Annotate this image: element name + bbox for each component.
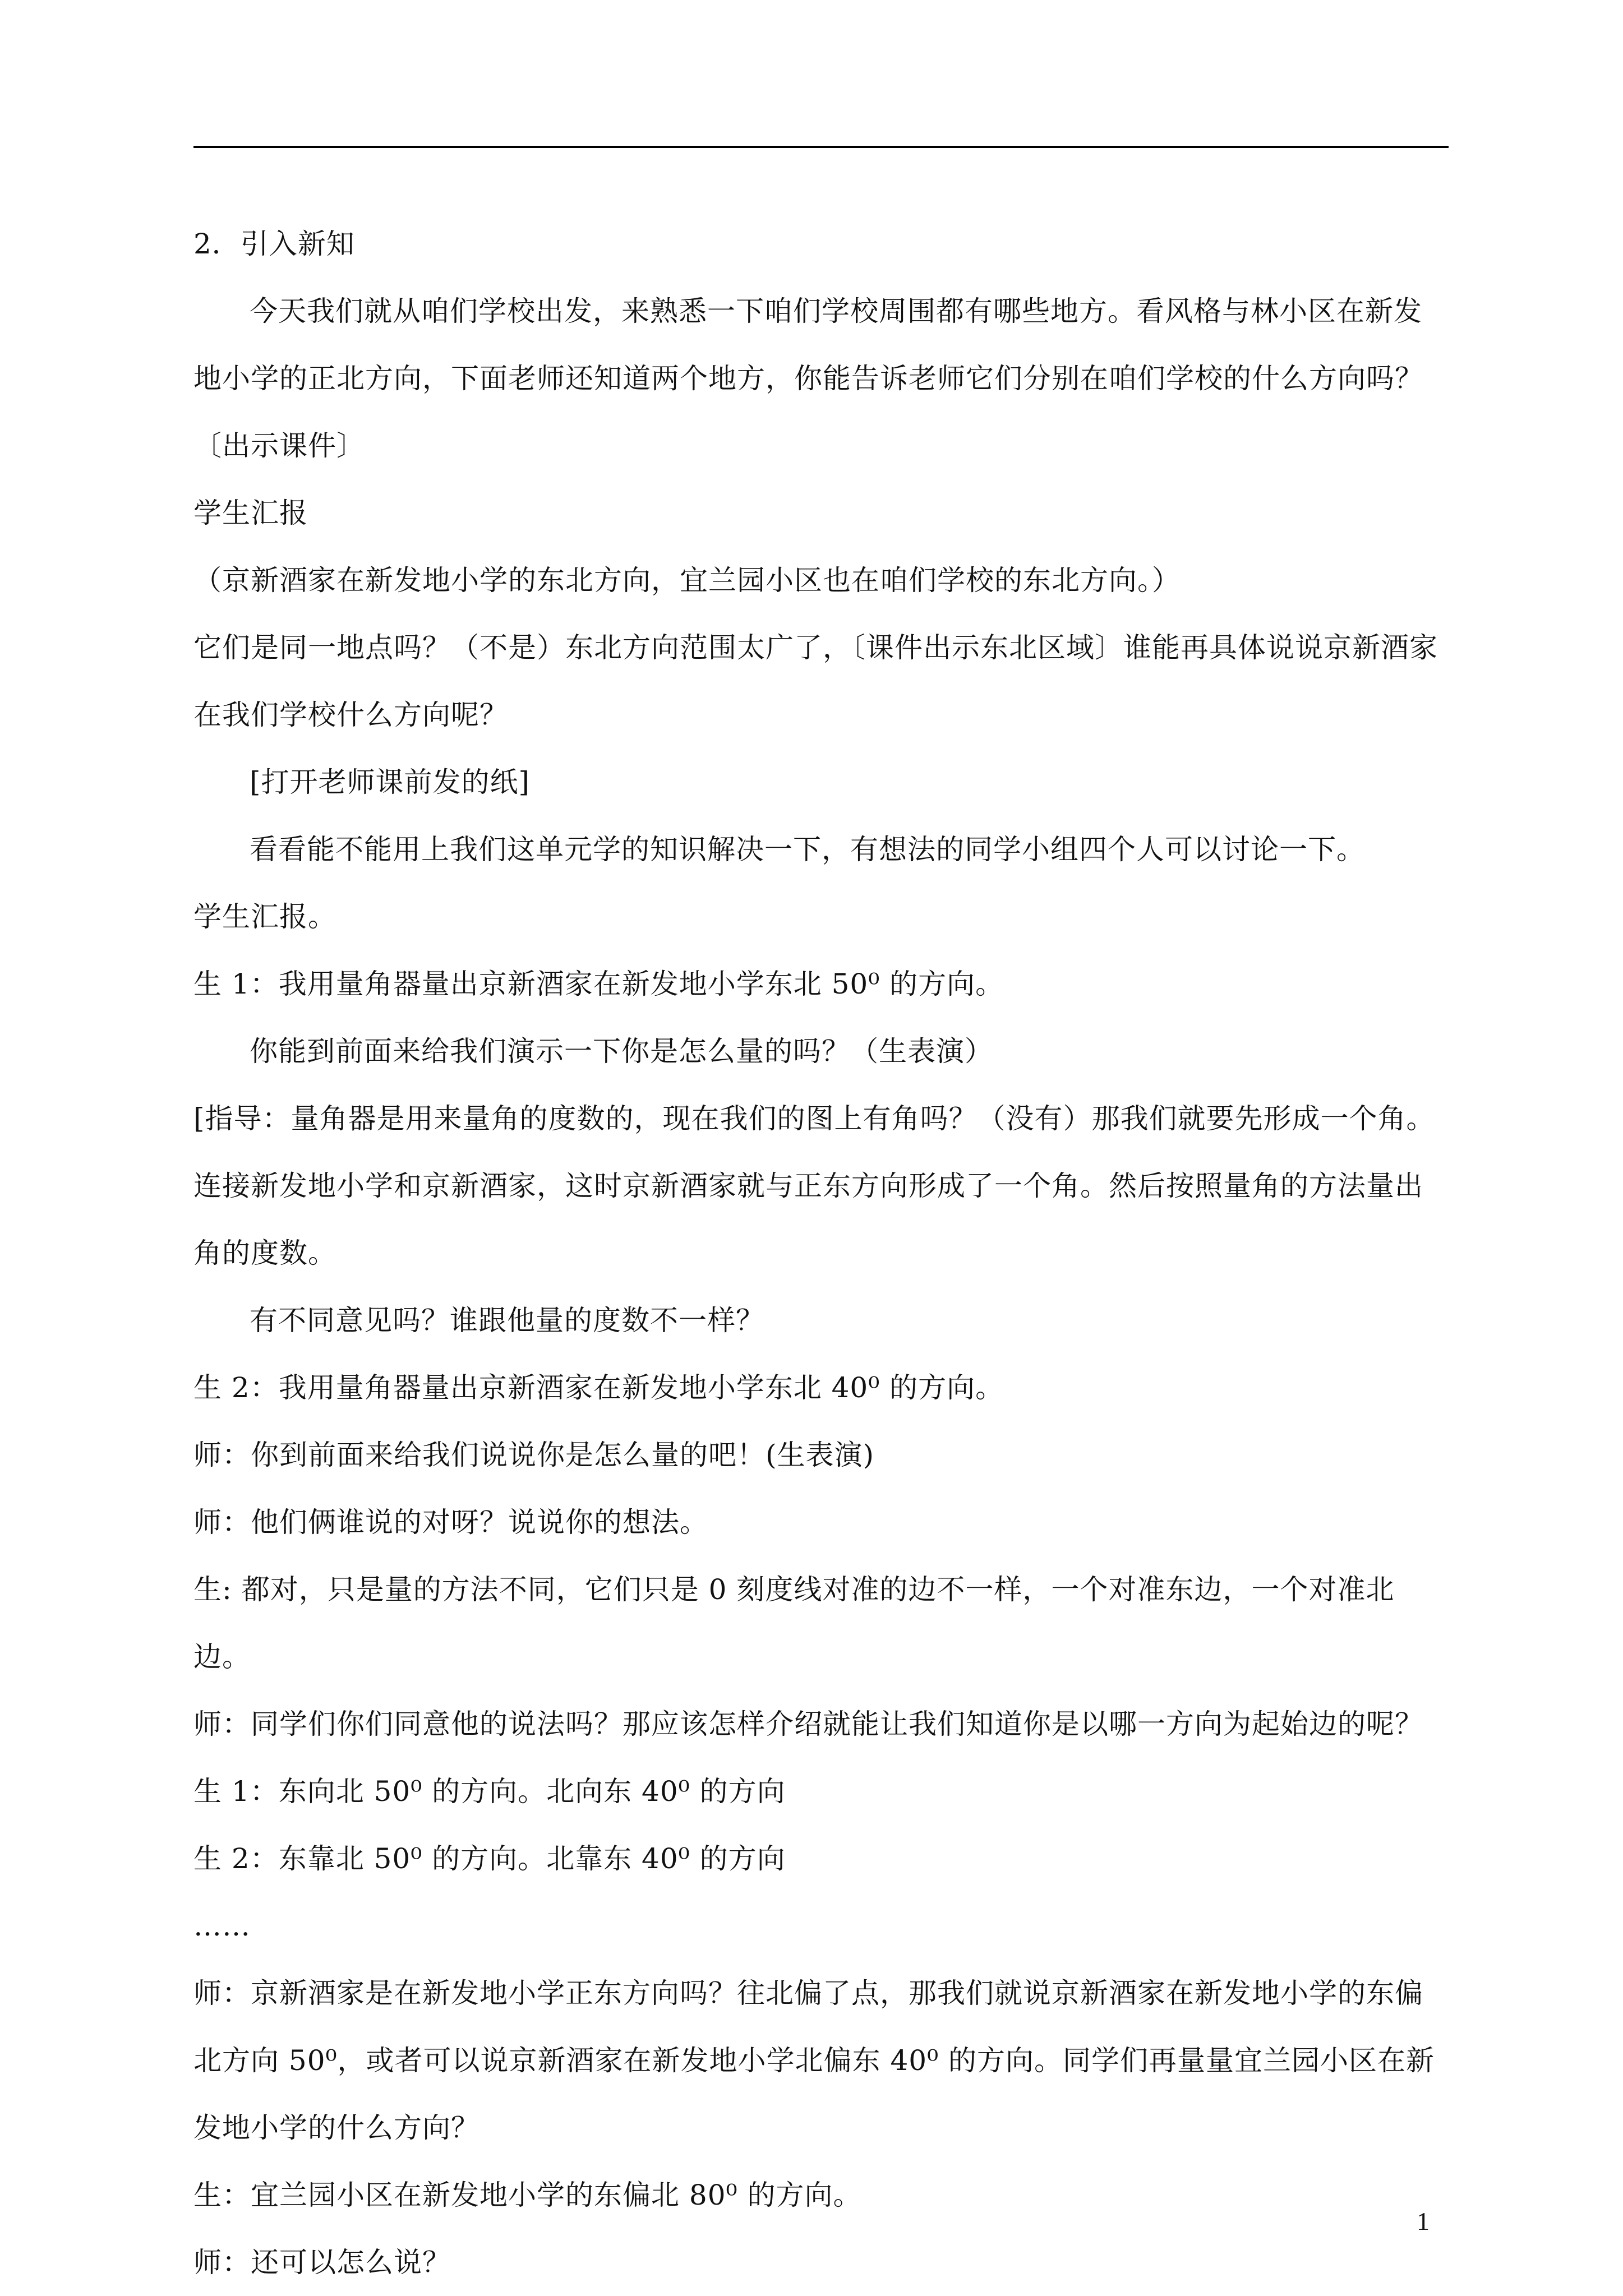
- paragraph: 看看能不能用上我们这单元学的知识解决一下，有想法的同学小组四个人可以讨论一下。: [250, 833, 1365, 866]
- paragraph: 师：他们俩谁说的对呀？说说你的想法。: [193, 1506, 708, 1539]
- page-number: 1: [1417, 2207, 1430, 2235]
- paragraph: 〔出示课件〕: [193, 429, 365, 462]
- paragraph: 生 1：东向北 50⁰ 的方向。北向东 40⁰ 的方向: [193, 1775, 786, 1808]
- paragraph: 生 1：我用量角器量出京新酒家在新发地小学东北 50⁰ 的方向。: [193, 968, 1004, 1000]
- paragraph: 师：京新酒家是在新发地小学正东方向吗？往北偏了点，那我们就说京新酒家在新发地小学的东偏北方向 50⁰，或者可以说京新酒家在新发地小学北偏东 40⁰ 的方向。同学们再量量宜兰园小区在新发地小学的什么方向？: [193, 1977, 1435, 2144]
- ellipsis: ……: [193, 1910, 251, 1942]
- paragraph: 师：你到前面来给我们说说你是怎么量的吧！(生表演): [193, 1439, 875, 1471]
- paragraph: 学生汇报: [193, 497, 308, 529]
- paragraph: 生 2：东靠北 50⁰ 的方向。北靠东 40⁰ 的方向: [193, 1842, 786, 1875]
- paragraph: 生 2：我用量角器量出京新酒家在新发地小学东北 40⁰ 的方向。: [193, 1371, 1004, 1404]
- paragraph: [指导：量角器是用来量角的度数的，现在我们的图上有角吗？（没有）那我们就要先形成一个角。连接新发地小学和京新酒家，这时京新酒家就与正东方向形成了一个角。然后按照量角的方法量出角的度数。: [193, 1102, 1435, 1269]
- paragraph: （京新酒家在新发地小学的东北方向，宜兰园小区也在咱们学校的东北方向。）: [193, 564, 1181, 597]
- paragraph: 今天我们就从咱们学校出发，来熟悉一下咱们学校周围都有哪些地方。看风格与林小区在新发地小学的正北方向，下面老师还知道两个地方，你能告诉老师它们分别在咱们学校的什么方向吗？: [193, 295, 1423, 395]
- paragraph: 师：同学们你们同意他的说法吗？那应该怎样介绍就能让我们知道你是以哪一方向为起始边的呢？: [193, 1708, 1423, 1740]
- paragraph: 有不同意见吗？谁跟他量的度数不一样？: [250, 1304, 764, 1337]
- document-body: [193, 210, 1449, 2296]
- paragraph: [打开老师课前发的纸]: [250, 766, 531, 798]
- paragraph: 学生汇报。: [193, 900, 336, 933]
- section-heading: 2．引入新知: [193, 228, 355, 260]
- paragraph: 生：宜兰园小区在新发地小学的东偏北 80⁰ 的方向。: [193, 2179, 862, 2211]
- paragraph: 师：还可以怎么说？: [193, 2246, 451, 2279]
- paragraph: 它们是同一地点吗？（不是）东北方向范围太广了，〔课件出示东北区域〕谁能再具体说说京新酒家在我们学校什么方向呢？: [193, 631, 1438, 731]
- paragraph: 生: 都对，只是量的方法不同，它们只是 0 刻度线对准的边不一样，一个对准东边，一个对准北边。: [193, 1573, 1395, 1673]
- header-rule: [193, 146, 1449, 148]
- paragraph: 你能到前面来给我们演示一下你是怎么量的吗？（生表演）: [250, 1035, 993, 1068]
